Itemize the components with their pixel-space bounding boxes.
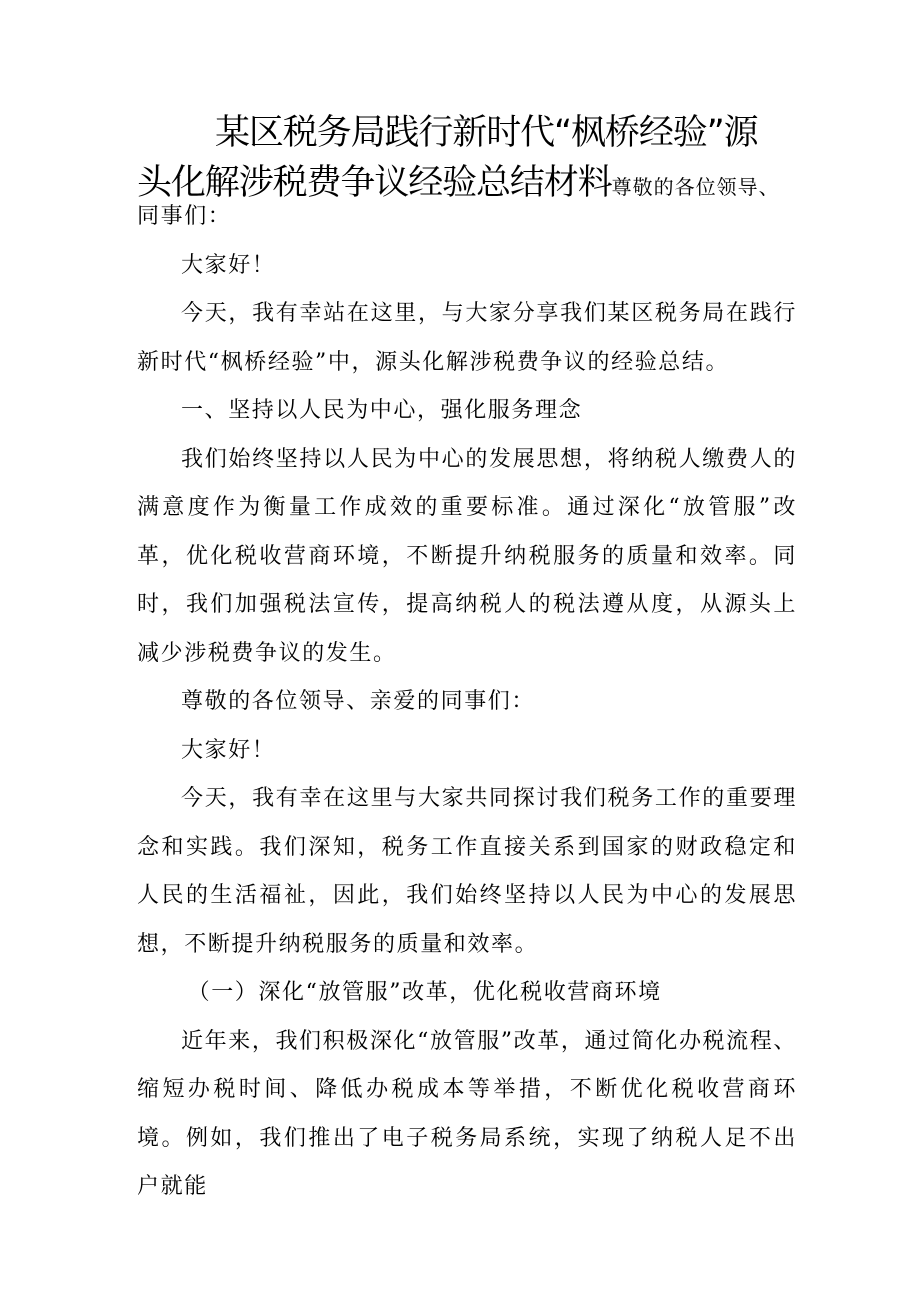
paragraph: 近年来，我们积极深化“放管服”改革，通过简化办税流程、缩短办税时间、降低办税成本等举措，不断优化税收营商环境。例如，我们推出了电子税务局系统，实现了纳税人足不出户就能 xyxy=(137,1028,797,1199)
paragraph: 同事们： xyxy=(137,204,232,229)
section-heading: 一、坚持以人民为中心，强化服务理念 xyxy=(181,398,583,423)
paragraph: 尊敬的各位领导、亲爱的同事们： xyxy=(181,689,536,714)
paragraph: 今天，我有幸在这里与大家共同探讨我们税务工作的重要理念和实践。我们深知，税务工作直接关系到国家的财政稳定和人民的生活福祉，因此，我们始终坚持以人民为中心的发展思想，不断提升纳税服务的质量和效率。 xyxy=(137,786,797,957)
paragraph: 大家好！ xyxy=(181,737,276,763)
title-line-2-text: 头化解涉税费争议经验总结材料 xyxy=(137,163,612,203)
subsection-heading: （一）深化“放管服”改革，优化税收营商环境 xyxy=(187,980,662,1005)
paragraph: 今天，我有幸站在这里，与大家分享我们某区税务局在践行新时代“枫桥经验”中，源头化解涉税费争议的经验总结。 xyxy=(137,301,797,375)
salutation-inline: 尊敬的各位领导、 xyxy=(611,175,780,199)
paragraph: 我们始终坚持以人民为中心的发展思想，将纳税人缴费人的满意度作为衡量工作成效的重要标准。通过深化“放管服”改革，优化税收营商环境，不断提升纳税服务的质量和效率。同时，我们加强税法宣传，提高纳税人的税法遵从度，从源头上减少涉税费争议的发生。 xyxy=(137,446,797,666)
document-body xyxy=(137,193,797,1212)
title-line-1: 某区税务局践行新时代“枫桥经验”源 xyxy=(215,113,758,153)
paragraph: 大家好！ xyxy=(181,252,276,278)
